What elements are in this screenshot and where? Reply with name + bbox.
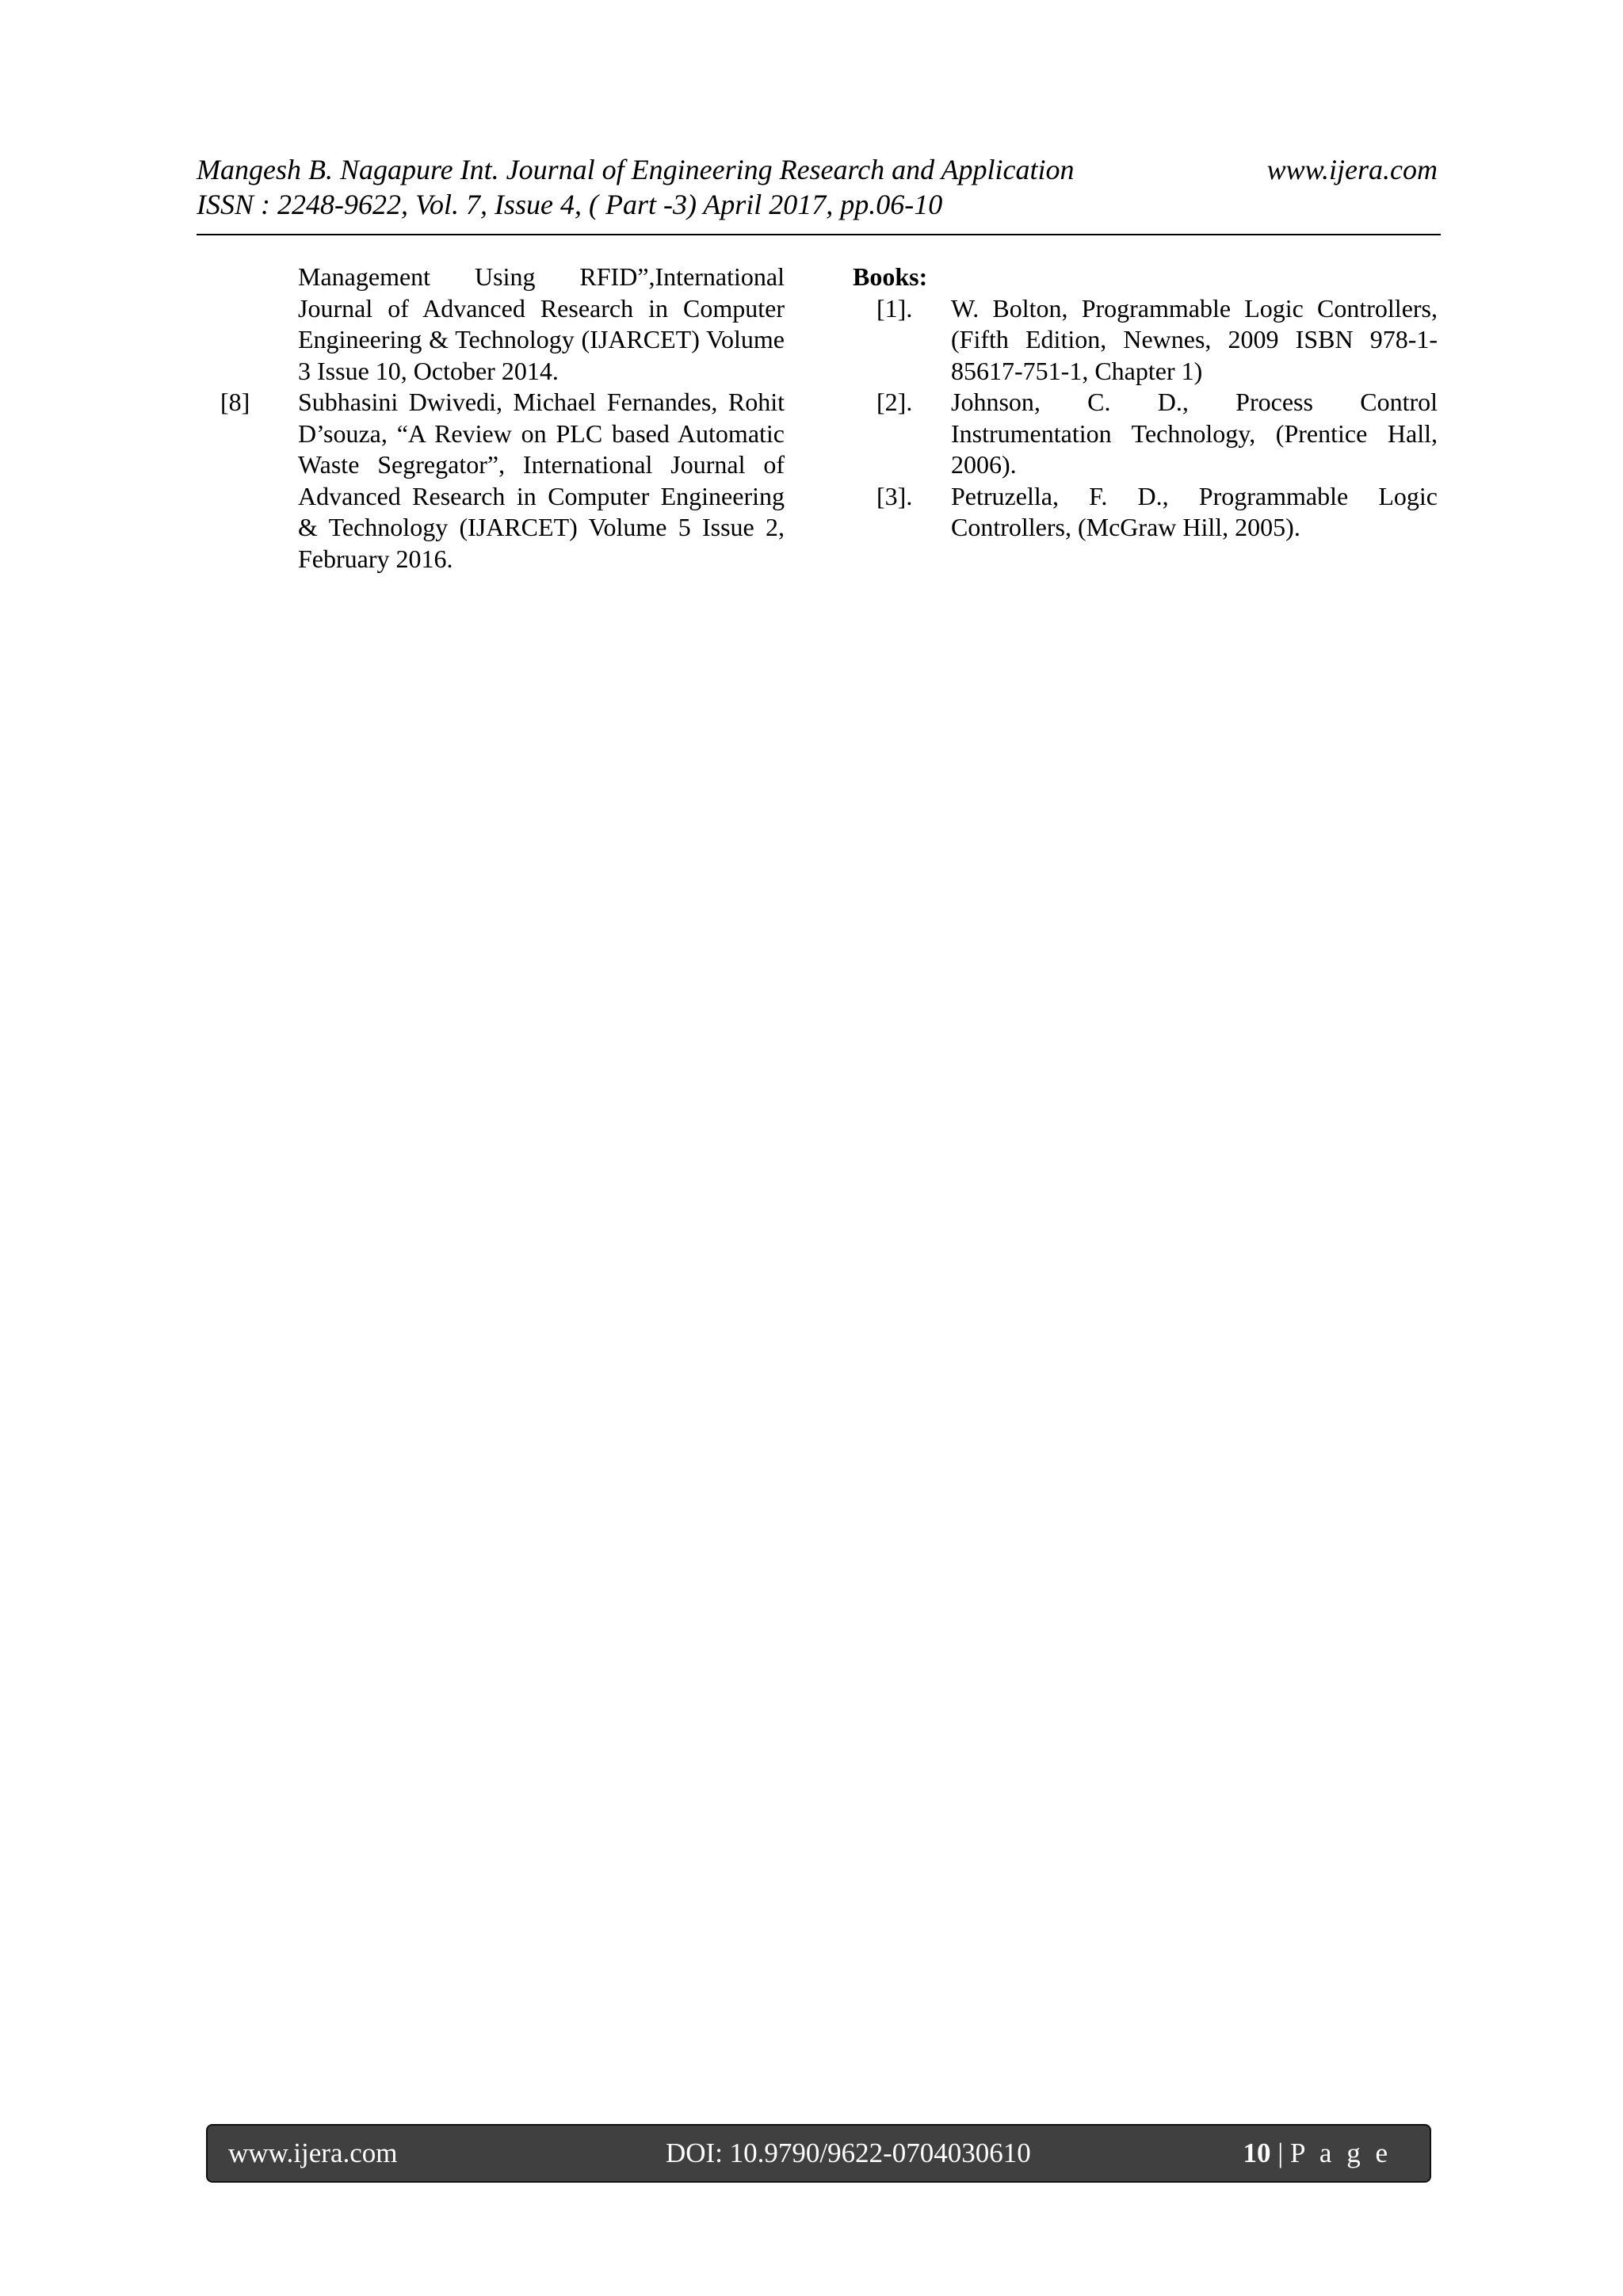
left-column	[220, 262, 785, 575]
reference-number: [2].	[876, 388, 913, 416]
page-footer	[206, 2124, 1431, 2183]
reference-item	[220, 387, 785, 575]
page-number: 10	[1243, 2137, 1271, 2168]
reference-number: [1].	[876, 293, 913, 323]
reference-text: Petruzella, F. D., Programmable Logic Controllers, (McGraw Hill, 2005).	[951, 481, 1438, 541]
header-line-2	[197, 187, 1438, 222]
book-reference-item	[853, 293, 1438, 388]
book-reference-item	[853, 481, 1438, 544]
right-column	[853, 262, 1438, 544]
page-word: P a g e	[1290, 2137, 1392, 2168]
footer-page-indicator	[1243, 2126, 1392, 2181]
reference-continued	[220, 262, 785, 387]
journal-website: www.ijera.com	[1266, 154, 1438, 185]
book-reference-item	[853, 387, 1438, 481]
issn-volume-info: ISSN : 2248-9622, Vol. 7, Issue 4, ( Part -3) April 2017, pp.06-10	[197, 189, 943, 220]
header-line-1	[197, 152, 1438, 187]
reference-text: Subhasini Dwivedi, Michael Fernandes, Rohit D’souza, “A Review on PLC based Automatic Waste Segregator”, International Journal of Advanced Research in Computer Engineering & Technology (IJARCET) Volume 5 Issue 2, February 2016.	[298, 388, 785, 573]
page-separator: |	[1270, 2137, 1290, 2168]
journal-title: Mangesh B. Nagapure Int. Journal of Engineering Research and Application	[197, 154, 1075, 185]
footer-website-link[interactable]: www.ijera.com	[228, 2137, 398, 2168]
reference-text: Johnson, C. D., Process Control Instrumentation Technology, (Prentice Hall, 2006).	[951, 388, 1438, 479]
running-header	[197, 152, 1438, 222]
reference-text: W. Bolton, Programmable Logic Controllers, (Fifth Edition, Newnes, 2009 ISBN 978-1- 85617-751-1, Chapter 1)	[951, 293, 1438, 385]
reference-text: Management Using RFID”,International Journal of Advanced Research in Computer Engineering & Technology (IJARCET) Volume 3 Issue 10, October 2014.	[298, 262, 785, 385]
footer-doi: DOI: 10.9790/9622-0704030610	[666, 2137, 1031, 2168]
header-divider	[197, 234, 1441, 235]
reference-number: [8]	[220, 388, 250, 416]
books-heading: Books:	[853, 262, 928, 291]
reference-number: [3].	[876, 481, 913, 510]
